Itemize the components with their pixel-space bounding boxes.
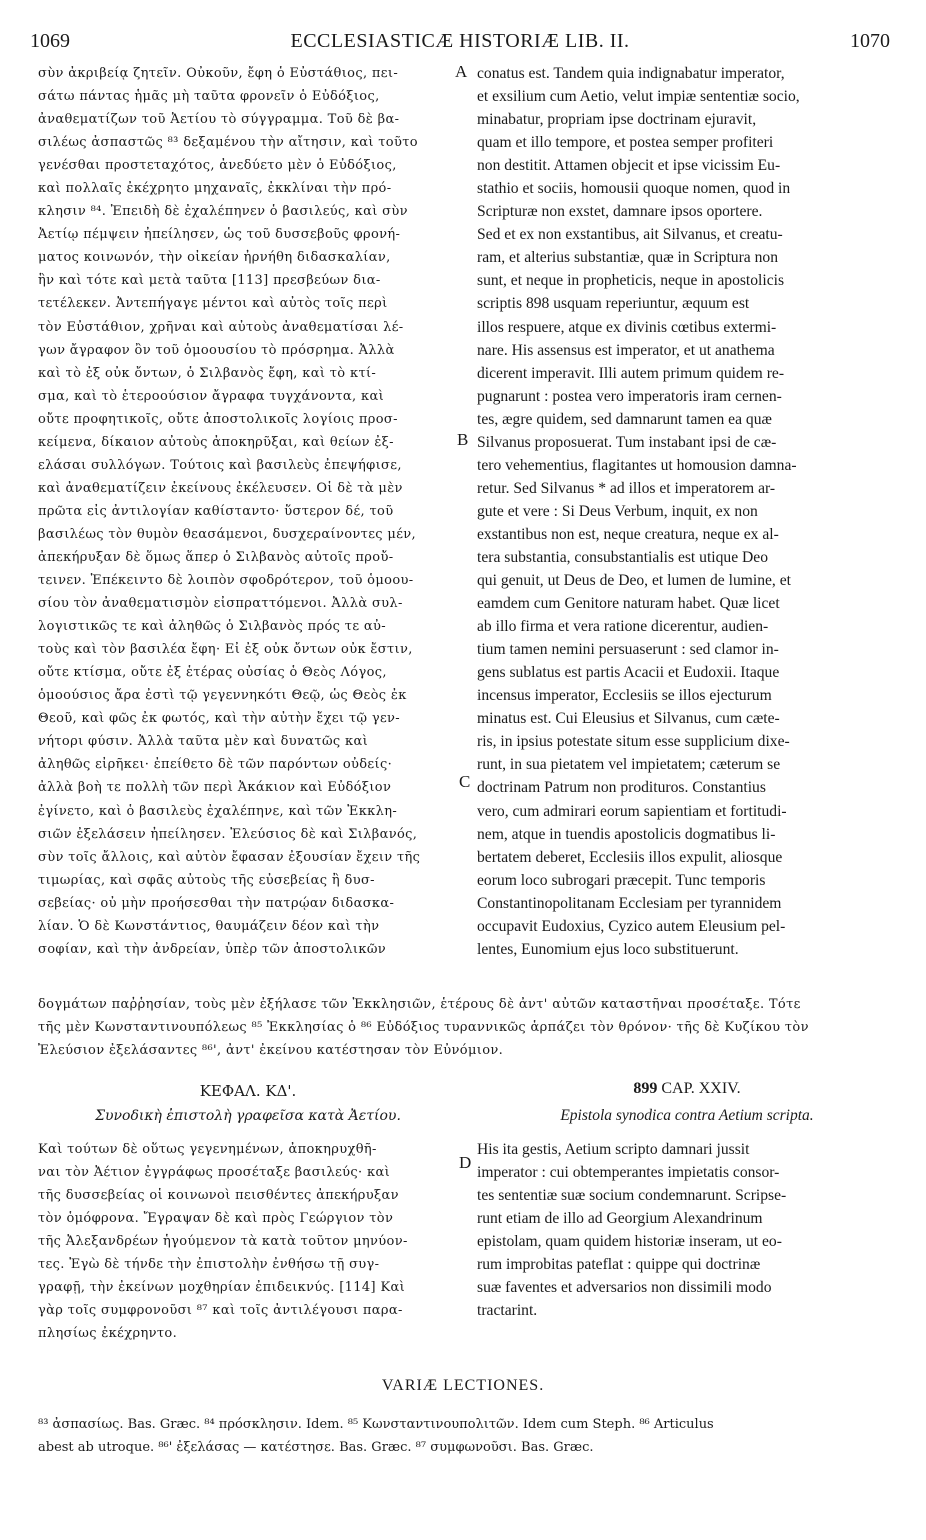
text-line: σάτω πάντας ἡμᾶς μὴ ταῦτα φρονεῖν ὁ Εὐδόξιος, <box>38 89 380 105</box>
margin-letter-a: A <box>455 62 468 81</box>
text-line: Καὶ τούτων δὲ οὕτως γεγενημένων, ἀποκηρυχθῆ- <box>38 1142 377 1157</box>
text-line: et exsilium cum Aetio, velut impiæ sententiæ socio, <box>477 88 800 106</box>
text-line: οὔτε κτίσμα, οὔτε ἐξ ἑτέρας οὐσίας ὁ Θεὸς Λόγος, <box>38 665 387 681</box>
footnote-line: ⁸³ ἀσπασίως. Bas. Græc. ⁸⁴ πρόσκλησιν. Idem. ⁸⁵ Κωνσταντινουπολιτῶν. Idem cum Steph. ⁸⁶ Articulus <box>38 1417 714 1432</box>
text-line: stathio et sociis, homousii quoque nomen, quod in <box>477 180 791 198</box>
text-line: σίου τὸν ἀναθεματισμὸν εἰσπραττόμενοι. Ἀλλὰ συλ- <box>38 596 403 612</box>
text-line: nare. His assensus est imperator, et ut anathema <box>477 341 775 359</box>
text-line: σοφίαν, καὶ τὴν ἀνδρείαν, ὑπὲρ τῶν ἀποστολικῶν <box>38 941 387 957</box>
running-title: ECCLESIASTICÆ HISTORIÆ LIB. II. <box>290 30 630 52</box>
text-line: ελάσαι συλλόγων. Τούτοις καὶ βασιλεὺς ἐπεψήφισε, <box>38 457 402 473</box>
text-line: τὸν Εὐστάθιον, χρῆναι καὶ αὐτοὺς ἀναθεματίσαι λέ- <box>38 319 404 335</box>
margin-letter-b: B <box>457 430 469 449</box>
latin-column-top <box>477 62 889 961</box>
text-line: καὶ τὸ ἐξ οὐκ ὄντων, ὁ Σιλβανὸς ἔφη, καὶ τὸ κτί- <box>38 365 377 381</box>
text-line: βασιλέως τὸν θυμὸν θεασάμενοι, δυσχεραίνοντες μέν, <box>38 526 417 542</box>
text-line: ἀπεκήρυξαν δὲ ὅμως ἅπερ ὁ Σιλβανὸς αὐτοῖς προὔ- <box>38 549 394 565</box>
text-line: vero, cum admirari eorum sapientiam et fortitudi- <box>477 802 787 820</box>
text-line: λογιστικῶς τε καὶ ἀληθῶς ὁ Σιλβανὸς πρός τε αὐ- <box>38 619 387 635</box>
text-line: τὸν ὁμόφρονα. Ἔγραψαν δὲ καὶ πρὸς Γεώργιον τὸν <box>38 1211 394 1227</box>
text-line: doctrinam Patrum non prodituros. Constantius <box>477 779 766 797</box>
latin-chapter-title: CAP. XXIV. <box>661 1080 741 1097</box>
text-line: τες. Ἐγὼ δὲ τήνδε τὴν ἐπιστολὴν ἐνθήσω τῇ συγ- <box>38 1257 380 1273</box>
text-line: dicerent imperavit. Illi autem primum quidem re- <box>477 364 785 382</box>
text-line: τοὺς καὶ τὸν βασιλέα ἔφη· Εἰ ἐξ οὐκ ὄντων οὐκ ἔστιν, <box>38 642 413 658</box>
text-line: ἀναθεματίζων τοῦ Ἀετίου τὸ σύγγραμμα. Τοῦ δὲ βα- <box>38 112 400 128</box>
text-line: occupavit Eudoxius, Cyzico autem Eleusium pel- <box>477 917 786 935</box>
text-line: Ἐλεύσιον ἐξελάσαντες ⁸⁶', ἀντ' ἐκείνου κατέστησαν τὸν Εὐνόμιον. <box>38 1043 504 1059</box>
text-line: ἀληθῶς εἰρῆκει· ἐπείθετο δὲ τῶν παρόντων οὐδείς· <box>38 757 393 773</box>
text-line: σεβείας· οὐ μὴν προήσεσθαι τὴν πατρῴαν διδασκα- <box>38 895 395 911</box>
page-number-left: 1069 <box>30 30 70 52</box>
text-line: gens sublatus est partis Acacii et Eudoxii. Itaque <box>477 664 780 682</box>
text-line: λίαν. Ὁ δὲ Κωνστάντιος, θαυμάζειν δέον καὶ τὴν <box>38 918 380 934</box>
text-line: runt, in sua pietatem vel impietatem; cæterum se <box>477 756 781 774</box>
text-line: runt etiam de illo ad Georgium Alexandrinum <box>477 1210 763 1228</box>
text-line: eamdem cum Genitore naturam habet. Quæ licet <box>477 595 780 613</box>
text-line: τῆς δυσσεβείας οἱ κοινωνοὶ πεισθέντες ἀπεκήρυξαν <box>38 1188 399 1204</box>
text-line: ἣν καὶ τότε καὶ μετὰ ταῦτα [113] πρεσβεύων δια- <box>38 273 381 289</box>
text-line: minabatur, propriam ipse doctrinam ejuravit, <box>477 111 757 129</box>
text-line: conatus est. Tandem quia indignabatur imperator, <box>477 65 785 82</box>
greek-full-width-block <box>38 993 898 1062</box>
text-line: illos respuere, atque ex divinis cœtibus extermi- <box>477 318 777 336</box>
page-number-right: 1070 <box>850 30 890 52</box>
text-line: quam et illo tempore, et postea semper profiteri <box>477 134 774 152</box>
text-line: νήτορι φύσιν. Ἀλλὰ ταῦτα μὲν καὶ δυνατῶς καὶ <box>38 734 369 750</box>
text-line: τετέλεκεν. Ἀντεπήγαγε μέντοι καὶ αὐτὸς τοῖς περὶ <box>38 296 388 312</box>
running-head <box>30 30 890 54</box>
greek-chapter-subtitle: Συνοδικὴ ἐπιστολὴ γραφεῖσα κατὰ Ἀετίου. <box>95 1108 401 1124</box>
text-line: bertatem deberet, Ecclesiis illos expulit, aliosque <box>477 848 783 866</box>
text-line: nem, atque in tuendis apostolicis dogmatibus li- <box>477 825 776 843</box>
greek-chapter-heading: ΚΕΦΑΛ. ΚΔ'. <box>199 1082 297 1100</box>
text-line: οὔτε προφητικοῖς, οὔτε ἀποστολικοῖς λογίοις προσ- <box>38 411 398 427</box>
greek-column-bottom <box>38 1138 450 1345</box>
margin-letter-c: C <box>459 772 471 791</box>
text-line: minatus est. Cui Eleusius et Silvanus, cum cæte- <box>477 710 780 728</box>
text-line: τῆς μὲν Κωνσταντινουπόλεως ⁸⁵ Ἐκκλησίας ὁ ⁸⁶ Εὐδόξιος τυραννικῶς ἁρπάζει τὸν θρόνον· τῆς δὲ Κυζίκου τὸν <box>38 1020 809 1036</box>
text-line: Scripturæ non exstet, damnare ipsos oportere. <box>477 203 763 221</box>
text-line: rum improbitas pateflat : quippe qui doctrinæ <box>477 1256 761 1274</box>
latin-chapter-subtitle: Epistola synodica contra Aetium scripta. <box>560 1107 814 1124</box>
text-line: Silvanus proposuerat. Tum instabant ipsi de cæ- <box>477 433 777 451</box>
text-line: δογμάτων παῤῥησίαν, τοὺς μὲν ἐξήλασε τῶν Ἐκκλησιῶν, ἑτέρους δὲ ἀντ' αὐτῶν καταστῆναι προσέταξε. Τότε <box>38 997 801 1012</box>
text-line: scriptis 898 usquam reperiuntur, æquum est <box>477 295 750 313</box>
column-number-marker: 899 <box>633 1080 658 1097</box>
text-line: κλησιν ⁸⁴. Ἐπειδὴ δὲ ἐχαλέπηνεν ὁ βασιλεύς, καὶ σὺν <box>38 204 408 220</box>
text-line: καὶ πολλαῖς ἐκέχρητο μηχαναῖς, ἐκκλίναι τὴν πρό- <box>38 181 392 197</box>
text-line: tium tamen nemini persuaserunt : sed clamor in- <box>477 641 779 659</box>
latin-chapter-heading <box>477 1080 897 1098</box>
text-line: γενέσθαι προστεταχότος, ἀνεδύετο μὲν ὁ Εὐδόξιος, <box>38 158 397 174</box>
text-line: ναι τὸν Ἀέτιον ἐγγράφως προσέταξε βασιλεύς· καὶ <box>38 1165 391 1181</box>
text-line: σμα, καὶ τὸ ἑτεροούσιον ἄγραφα τυγχάνοντα, καὶ <box>38 388 385 404</box>
latin-column-bottom <box>477 1138 889 1322</box>
text-line: Ἀετίῳ πέμψειν ἠπείλησεν, ὡς τοῦ δυσσεβοῦς φρονή- <box>38 227 401 243</box>
text-line: πρῶτα εἰς ἀντιλογίαν καθίσταντο· ὕστερον δέ, τοῦ <box>38 503 394 519</box>
text-line: imperator : cui obtemperantes impietatis consor- <box>477 1164 780 1182</box>
text-line: γων ἄγραφον ὂν τοῦ ὁμοουσίου τὸ πρόσρημα. Ἀλλὰ <box>38 342 395 358</box>
text-line: Sed et ex non exstantibus, ait Silvanus, et creatu- <box>477 226 783 244</box>
text-line: gute et vere : Si Deus Verbum, inquit, ex non <box>477 502 758 520</box>
text-line: σὺν τοῖς ἄλλοις, καὶ αὐτὸν ἔφασαν ἐξουσίαν ἔχειν τῆς <box>38 849 421 865</box>
text-line: γὰρ τοῖς συμφρονοῦσι ⁸⁷ καὶ τοῖς ἀντιλέγουσι παρα- <box>38 1303 403 1319</box>
text-line: tero vehementius, flagitantes ut homousion damna- <box>477 456 797 474</box>
text-line: sunt, et neque in propheticis, neque in apostolicis <box>477 272 785 290</box>
text-line: lentes, Eunomium ejus loco substituerunt. <box>477 940 739 958</box>
greek-column-top <box>38 62 450 961</box>
text-line: γραφῇ, τὴν ἐκείνων μοχθηρίαν ἐπιδεικνύς. [114] Καὶ <box>38 1280 406 1296</box>
text-line: tes sententiæ suæ socium condemnarunt. Scripse- <box>477 1187 787 1205</box>
text-line: retur. Sed Silvanus * ad illos et imperatorem ar- <box>477 479 776 497</box>
text-line: τῆς Ἀλεξανδρέων ἡγούμενον τὰ κατὰ τοῦτον μηνύον- <box>38 1234 408 1250</box>
text-line: non destitit. Attamen objecit et ipse vicissim Eu- <box>477 157 781 175</box>
text-line: σὺν ἀκριβείᾳ ζητεῖν. Οὐκοῦν, ἔφη ὁ Εὐστάθιος, πει- <box>38 66 399 81</box>
text-line: Θεοῦ, καὶ φῶς ἐκ φωτός, καὶ τὴν αὐτὴν ἔχει τῷ γεν- <box>38 711 401 727</box>
text-line: ὁμοούσιος ἄρα ἐστὶ τῷ γεγεννηκότι Θεῷ, ὡς Θεὸς ἐκ <box>38 688 407 704</box>
text-line: eorum loco subrogari præcepit. Tunc temporis <box>477 871 766 889</box>
footnote-line: abest ab utroque. ⁸⁶' ἐξελάσας — κατέστησε. Bas. Græc. ⁸⁷ συμφωνοῦσι. Bas. Græc. <box>38 1440 594 1455</box>
text-line: qui genuit, ut Deus de Deo, et lumen de lumine, et <box>477 572 791 590</box>
text-line: suæ faventes et adversarios non dissimili modo <box>477 1279 772 1297</box>
text-line: tera substantia, consubstantialis est utique Deo <box>477 548 769 566</box>
text-line: exstantibus non est, neque creatura, neque ex al- <box>477 525 779 543</box>
text-line: Constantinopolitanam Ecclesiam per tyrannidem <box>477 894 782 912</box>
text-line: σιλέως ἀσπαστῶς ⁸³ δεξαμένου τὴν αἴτησιν, καὶ τοῦτο <box>38 135 418 151</box>
text-line: pugnarunt : postea vero imperatoris iram cernen- <box>477 387 782 405</box>
text-line: σιῶν ἐξελάσειν ἠπείλησεν. Ἐλεύσιος δὲ καὶ Σιλβανός, <box>38 826 418 842</box>
text-line: ris, in ipsius potestate situm esse supplicium dixe- <box>477 733 790 751</box>
text-line: tractarint. <box>477 1302 538 1320</box>
text-line: tes, ægre quidem, sed damnarunt tamen ea quæ <box>477 410 772 428</box>
text-line: πλησίως ἐκέχρηντο. <box>38 1326 178 1342</box>
text-line: τιμωρίας, καὶ σφᾶς αὐτοὺς τῆς εὐσεβείας ἢ δυσ- <box>38 872 375 888</box>
text-line: ram, et alterius substantiæ, quæ in Scriptura non <box>477 249 779 267</box>
text-line: His ita gestis, Aetium scripto damnari jussit <box>477 1141 750 1158</box>
variae-lectiones-heading: VARIÆ LECTIONES. <box>381 1377 545 1394</box>
margin-letter-d: D <box>459 1153 472 1172</box>
text-line: epistolam, quam quidem historiæ inseram, ut eo- <box>477 1233 782 1251</box>
text-line: ματος κοινωνόν, τὴν οἰκείαν ἠρνήθη διδασκαλίαν, <box>38 250 391 266</box>
text-line: κείμενα, δίκαιον αὐτοὺς ἀποκηρῦξαι, καὶ θείων ἐξ- <box>38 434 394 450</box>
text-line: ab illo firma et vera ratione dicerentur, audien- <box>477 618 769 636</box>
text-line: τεινεν. Ἐπέκειντο δὲ λοιπὸν σφοδρότερον, τοῦ ὁμοου- <box>38 573 414 589</box>
text-line: ἐγίνετο, καὶ ὁ βασιλεὺς ἐχαλέπηνε, καὶ τῶν Ἐκκλη- <box>38 803 398 819</box>
text-line: καὶ ἀναθεματίζειν ἐκείνους ἐκέλευσεν. Οἱ δὲ τὰ μὲν <box>38 480 403 496</box>
text-line: ἀλλὰ βοὴ τε πολλὴ τῶν περὶ Ἀκάκιον καὶ Εὐδόξιον <box>38 780 392 796</box>
text-line: incensus imperator, Ecclesiis se illos ejecturum <box>477 687 772 705</box>
